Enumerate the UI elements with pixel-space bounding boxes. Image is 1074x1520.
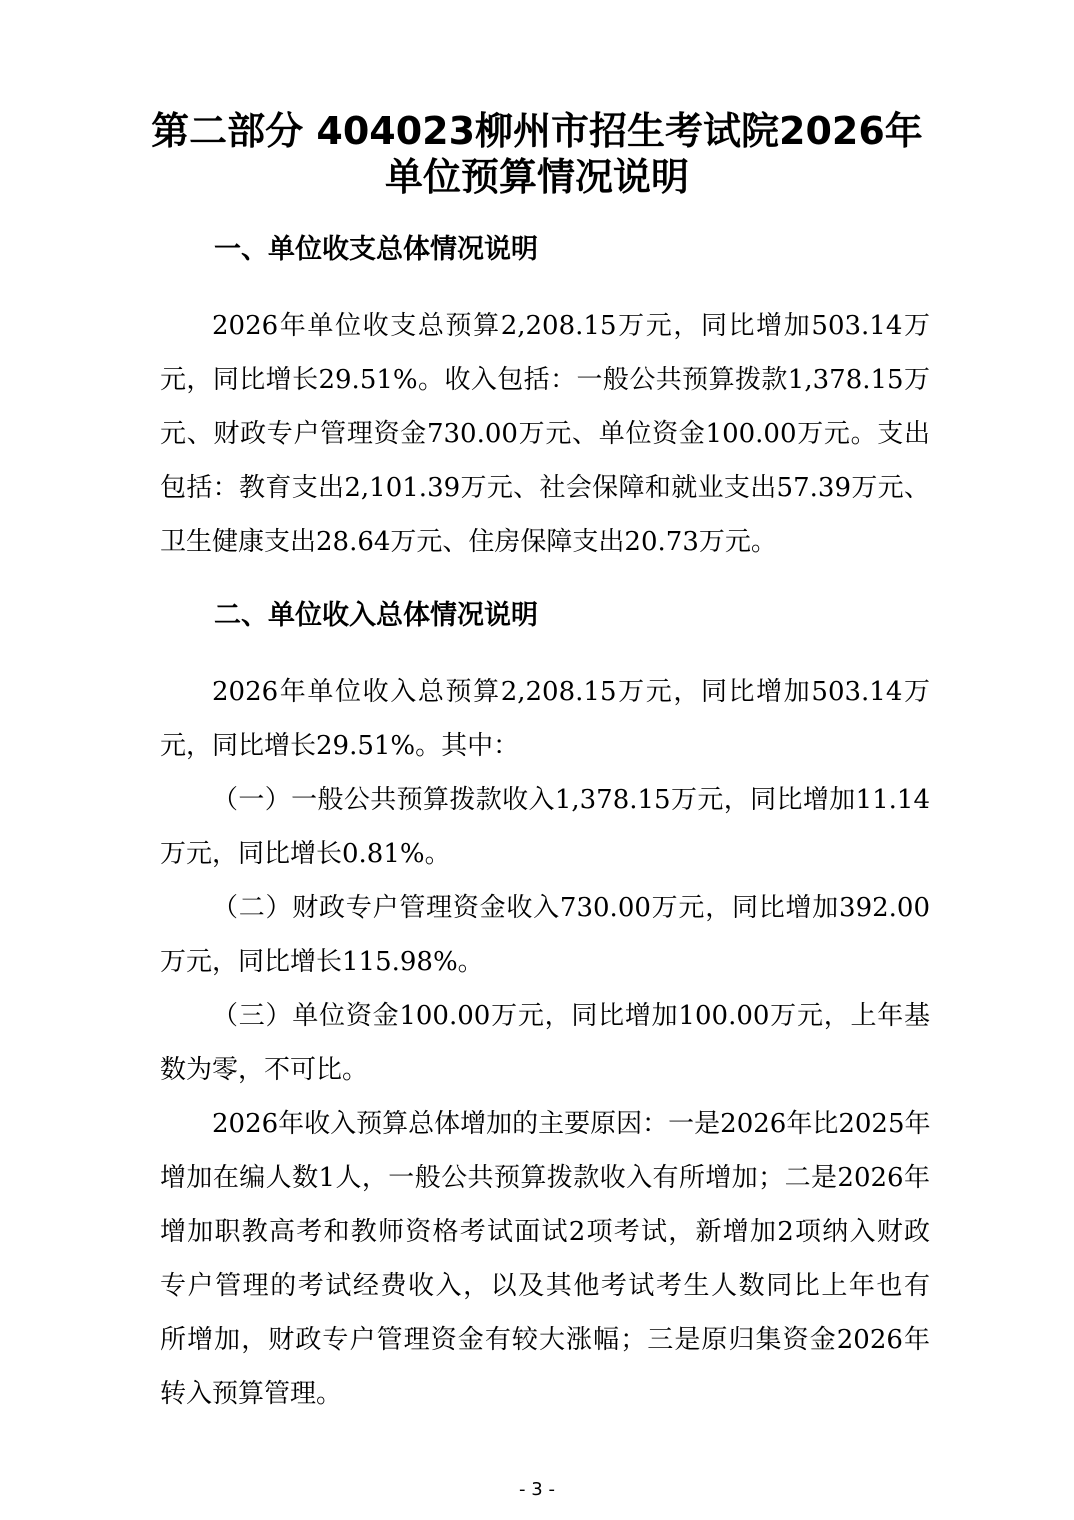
paragraph-line: 2026年单位收入总预算2,208.15万元，同比增加503.14万 <box>212 677 930 707</box>
section-heading-1: 一、单位收支总体情况说明 <box>214 234 538 265</box>
paragraph-line: 元、财政专户管理资金730.00万元、单位资金100.00万元。支出 <box>160 419 930 449</box>
paragraph-line: 元，同比增长29.51%。收入包括：一般公共预算拨款1,378.15万 <box>160 365 930 395</box>
income-item-1-line: 万元，同比增长0.81%。 <box>160 839 451 869</box>
section-heading-2: 二、单位收入总体情况说明 <box>214 600 538 631</box>
paragraph-line: 元，同比增长29.51%。其中： <box>160 731 520 761</box>
reason-paragraph-line: 增加职教高考和教师资格考试面试2项考试，新增加2项纳入财政 <box>160 1217 930 1247</box>
income-item-3-line: （三）单位资金100.00万元，同比增加100.00万元，上年基 <box>212 1001 930 1031</box>
reason-paragraph-line: 转入预算管理。 <box>160 1379 343 1409</box>
income-item-3-line: 数为零，不可比。 <box>160 1055 369 1085</box>
paragraph-line: 包括：教育支出2,101.39万元、社会保障和就业支出57.39万元、 <box>160 473 930 503</box>
reason-paragraph-line: 专户管理的考试经费收入，以及其他考试考生人数同比上年也有 <box>160 1271 930 1301</box>
page-number: - 3 - <box>519 1479 555 1500</box>
reason-paragraph-line: 增加在编人数1人，一般公共预算拨款收入有所增加；二是2026年 <box>160 1163 930 1193</box>
page-title-line-1: 第二部分 404023柳州市招生考试院2026年 <box>151 109 923 153</box>
income-item-2-line: （二）财政专户管理资金收入730.00万元，同比增加392.00 <box>212 893 930 923</box>
income-item-1-line: （一）一般公共预算拨款收入1,378.15万元，同比增加11.14 <box>212 785 930 815</box>
reason-paragraph-line: 2026年收入预算总体增加的主要原因：一是2026年比2025年 <box>212 1109 931 1139</box>
income-item-2-line: 万元，同比增长115.98%。 <box>160 947 484 977</box>
reason-paragraph-line: 所增加，财政专户管理资金有较大涨幅；三是原归集资金2026年 <box>160 1325 930 1355</box>
paragraph-line: 卫生健康支出28.64万元、住房保障支出20.73万元。 <box>160 527 777 557</box>
paragraph-line: 2026年单位收支总预算2,208.15万元，同比增加503.14万 <box>212 311 930 341</box>
page-title-line-2: 单位预算情况说明 <box>384 155 689 199</box>
